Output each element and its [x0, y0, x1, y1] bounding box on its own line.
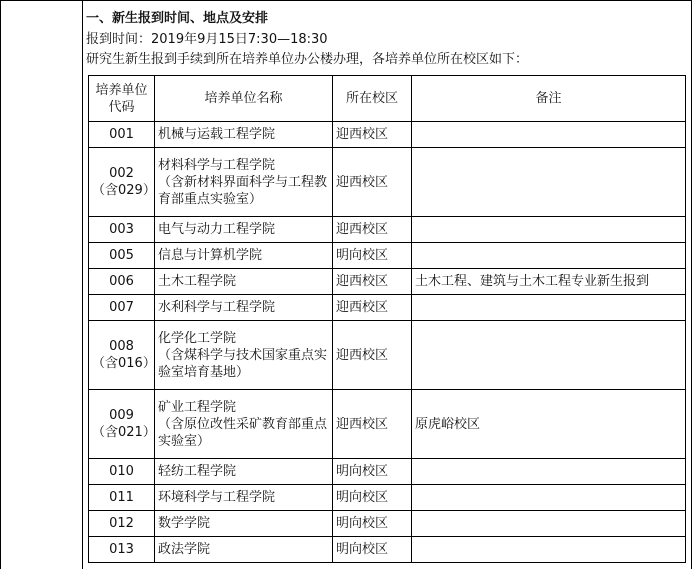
unit-code: 005 [89, 243, 155, 269]
unit-note [412, 148, 686, 217]
registration-description: 研究生新生报到手续到所在培养单位办公楼办理，各培养单位所在校区如下： [86, 52, 529, 67]
table-header-row [89, 76, 686, 122]
unit-campus: 明向校区 [333, 537, 412, 563]
unit-code [89, 390, 155, 459]
unit-name [155, 148, 333, 217]
unit-name [155, 321, 333, 390]
unit-note [412, 485, 686, 511]
unit-note [412, 511, 686, 537]
unit-name-main: 材料科学与工程学院 [158, 157, 276, 173]
unit-name: 轻纺工程学院 [155, 459, 333, 485]
unit-name [155, 390, 333, 459]
unit-name: 机械与运载工程学院 [155, 122, 333, 148]
unit-code [89, 321, 155, 390]
table-row [89, 148, 686, 217]
unit-campus: 明向校区 [333, 511, 412, 537]
unit-note: 土木工程、建筑与土木工程专业新生报到 [412, 269, 686, 295]
table-row [89, 485, 686, 511]
unit-code: 007 [89, 295, 155, 321]
table-row [89, 243, 686, 269]
unit-campus: 迎西校区 [333, 321, 412, 390]
unit-note [412, 217, 686, 243]
table-row [89, 122, 686, 148]
unit-note: 原虎峪校区 [412, 390, 686, 459]
unit-code: 013 [89, 537, 155, 563]
unit-name-extra: （含煤科学与技术国家重点实验室培育基地） [158, 347, 328, 380]
unit-name-main: 化学化工学院 [158, 330, 237, 346]
unit-code: 011 [89, 485, 155, 511]
header-campus: 所在校区 [333, 76, 412, 122]
table-row [89, 269, 686, 295]
unit-code-main: 008 [109, 339, 134, 354]
unit-code-extra: （含021） [92, 425, 156, 440]
unit-code: 012 [89, 511, 155, 537]
table-row [89, 321, 686, 390]
unit-note [412, 459, 686, 485]
unit-campus: 明向校区 [333, 485, 412, 511]
table-row [89, 511, 686, 537]
table-row [89, 537, 686, 563]
unit-name: 水利科学与工程学院 [155, 295, 333, 321]
unit-name: 政法学院 [155, 537, 333, 563]
unit-campus: 迎西校区 [333, 122, 412, 148]
unit-code-extra: （含016） [92, 356, 156, 371]
header-code: 培养单位代码 [89, 76, 155, 122]
unit-code: 003 [89, 217, 155, 243]
unit-name-main: 矿业工程学院 [158, 399, 237, 415]
unit-code [89, 148, 155, 217]
unit-campus: 迎西校区 [333, 269, 412, 295]
unit-code: 010 [89, 459, 155, 485]
table-row [89, 459, 686, 485]
section-content [86, 8, 686, 70]
table-row [89, 295, 686, 321]
unit-name: 环境科学与工程学院 [155, 485, 333, 511]
unit-code: 006 [89, 269, 155, 295]
unit-name: 数学学院 [155, 511, 333, 537]
unit-name: 土木工程学院 [155, 269, 333, 295]
unit-note [412, 321, 686, 390]
unit-code-extra: （含029） [92, 183, 156, 198]
unit-code-main: 002 [109, 166, 134, 181]
unit-name-extra: （含原位改性采矿教育部重点实验室） [158, 416, 328, 449]
unit-name: 信息与计算机学院 [155, 243, 333, 269]
unit-campus: 迎西校区 [333, 217, 412, 243]
unit-note [412, 537, 686, 563]
unit-campus: 明向校区 [333, 459, 412, 485]
left-column-divider [82, 0, 83, 569]
unit-note [412, 243, 686, 269]
unit-campus: 迎西校区 [333, 390, 412, 459]
header-name: 培养单位名称 [155, 76, 333, 122]
section-heading: 一、新生报到时间、地点及安排 [86, 11, 269, 26]
unit-campus: 明向校区 [333, 243, 412, 269]
unit-campus: 迎西校区 [333, 295, 412, 321]
unit-name: 电气与动力工程学院 [155, 217, 333, 243]
unit-name-extra: （含新材料界面科学与工程教育部重点实验室） [158, 174, 328, 207]
units-table [88, 75, 686, 563]
table-row [89, 390, 686, 459]
unit-note [412, 295, 686, 321]
unit-code: 001 [89, 122, 155, 148]
registration-time: 报到时间：2019年9月15日7:30—18:30 [86, 32, 328, 47]
unit-code-main: 009 [109, 408, 134, 423]
unit-note [412, 122, 686, 148]
header-note: 备注 [412, 76, 686, 122]
table-row [89, 217, 686, 243]
unit-campus: 迎西校区 [333, 148, 412, 217]
